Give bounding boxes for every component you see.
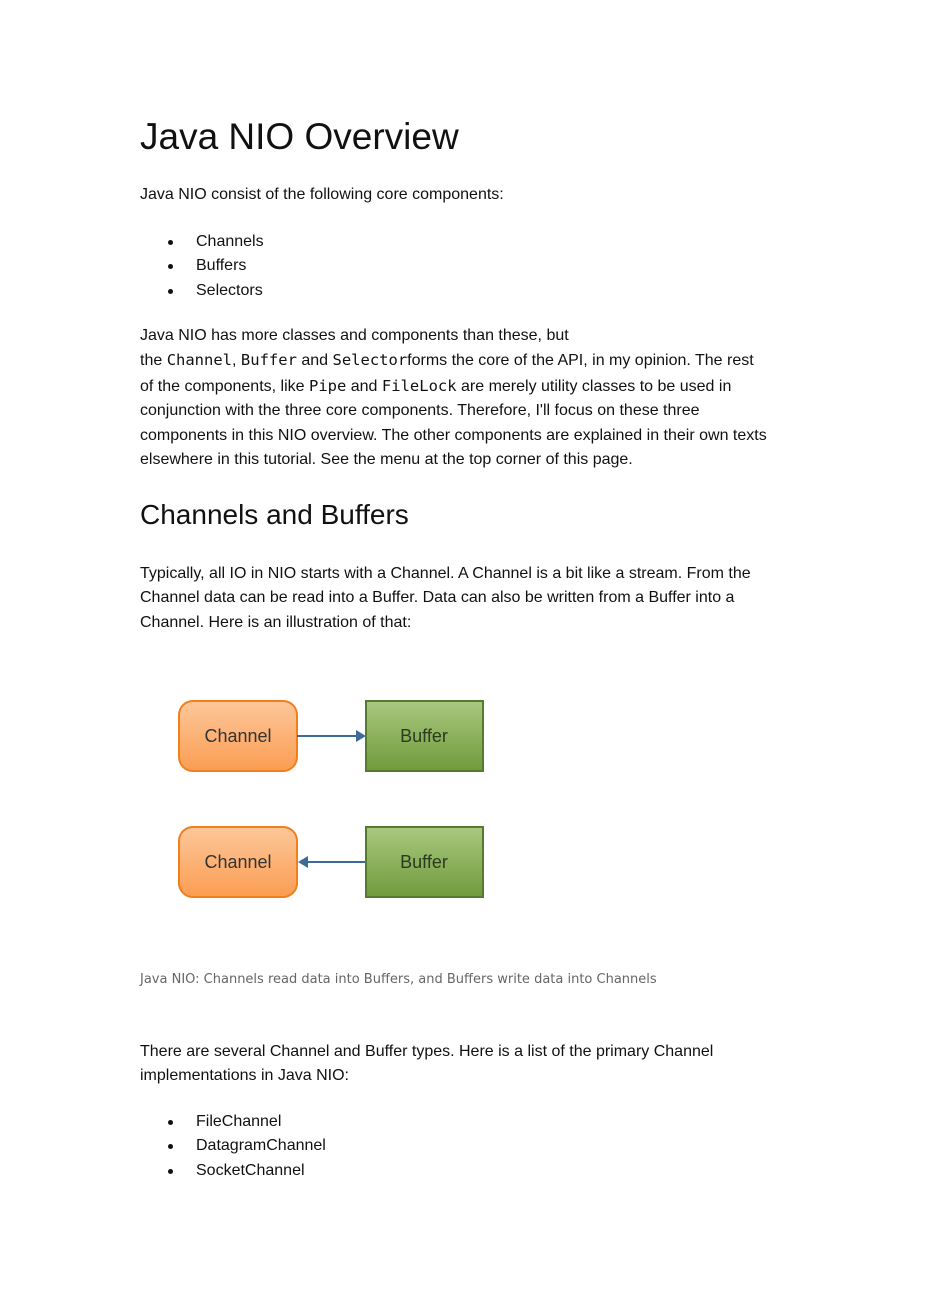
section-heading: Channels and Buffers xyxy=(140,499,409,530)
figure-caption: Java NIO: Channels read data into Buffers, and Buffers write data into Channels xyxy=(140,972,657,987)
list-item: SocketChannel xyxy=(140,1159,540,1183)
bullet-icon xyxy=(168,1169,173,1174)
bullet-icon xyxy=(168,289,173,294)
diagram-row-write xyxy=(179,827,483,897)
bullet-icon xyxy=(168,1120,173,1125)
arrow-head-left-icon xyxy=(298,856,308,868)
channel-types-paragraph: There are several Channel and Buffer types. Here is a list of the primary Channel implementations in Java NIO: xyxy=(140,1043,714,1085)
list-item: Buffers xyxy=(140,254,540,278)
page-title: Java NIO Overview xyxy=(140,116,459,157)
buffer-box-label: Buffer xyxy=(400,852,448,872)
core-components-list xyxy=(140,230,540,303)
bullet-icon xyxy=(168,264,173,269)
channel-box-label: Channel xyxy=(204,726,272,746)
code-selector: Selector xyxy=(332,351,408,370)
diagram-row-read xyxy=(179,701,483,771)
code-channel: Channel xyxy=(166,351,233,370)
channel-types-list xyxy=(140,1110,540,1183)
core-api-paragraph: Java NIO has more classes and components than these, but the Channel, Buffer and Selectorforms the core of the API, in my opinion. The rest of the components, like Pipe and FileLock are merely utility classes to be used in conjunction with the three core components. Therefore, I'll focus on these three components in this NIO overview. The other components are explained in their own texts elsewhere in this tutorial. See the menu at the top corner of this page. xyxy=(140,327,767,469)
list-item: FileChannel xyxy=(140,1110,540,1134)
bullet-icon xyxy=(168,1144,173,1149)
list-item: DatagramChannel xyxy=(140,1134,540,1158)
channel-buffer-diagram xyxy=(140,680,540,920)
code-pipe: Pipe xyxy=(308,376,347,395)
intro-paragraph: Java NIO consist of the following core components: xyxy=(140,186,504,203)
buffer-box-label: Buffer xyxy=(400,726,448,746)
code-filelock: FileLock xyxy=(381,376,457,395)
arrow-head-right-icon xyxy=(356,730,366,742)
channel-box-label: Channel xyxy=(204,852,272,872)
section-paragraph: Typically, all IO in NIO starts with a Channel. A Channel is a bit like a stream. From the Channel data can be read into a Buffer. Data can also be written from a Buffer into a Channel. Here is an illustration of that: xyxy=(140,565,751,631)
code-buffer: Buffer xyxy=(240,351,297,370)
bullet-icon xyxy=(168,240,173,245)
list-item: Selectors xyxy=(140,279,540,303)
list-item: Channels xyxy=(140,230,540,254)
